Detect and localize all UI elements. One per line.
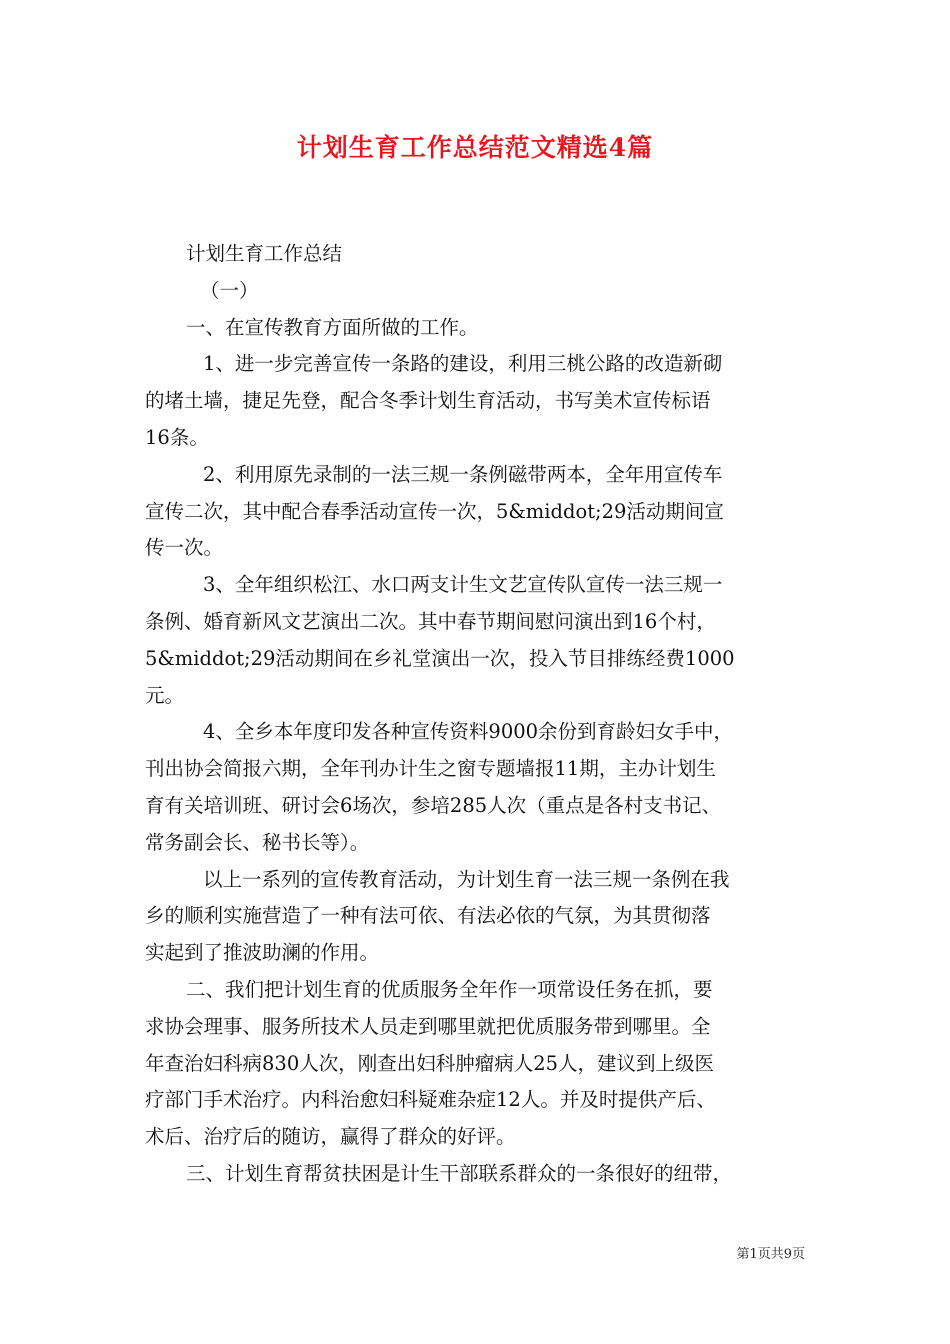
paragraph-line: 5&middot;29活动期间在乡礼堂演出一次，投入节目排练经费1000 bbox=[145, 646, 735, 670]
paragraph-line: 的堵土墙，捷足先登，配合冬季计划生育活动，书写美术宣传标语 bbox=[145, 389, 711, 413]
paragraph-line: 疗部门手术治疗。内科治愈妇科疑难杂症12人。并及时提供产后、 bbox=[145, 1088, 716, 1112]
paragraph-line: 求协会理事、服务所技术人员走到哪里就把优质服务带到哪里。全 bbox=[145, 1014, 711, 1038]
paragraph-line: 育有关培训班、研讨会6场次，参培285人次（重点是各村支书记、 bbox=[145, 793, 722, 817]
paragraph-line: 3、全年组织松江、水口两支计生文艺宣传队宣传一法三规一 bbox=[203, 573, 723, 597]
paragraph-line: 常务副会长、秘书长等）。 bbox=[145, 830, 370, 854]
paragraph-line: 以上一系列的宣传教育活动，为计划生育一法三规一条例在我 bbox=[203, 867, 730, 891]
document-body bbox=[145, 236, 825, 1193]
paragraph-line: 2、利用原先录制的一法三规一条例磁带两本，全年用宣传车 bbox=[203, 462, 723, 486]
paragraph-line: 1、进一步完善宣传一条路的建设，利用三桃公路的改造新砌 bbox=[203, 352, 723, 376]
paragraph-line: 二、我们把计划生育的优质服务全年作一项常设任务在抓，要 bbox=[186, 977, 713, 1001]
paragraph-line: 三、计划生育帮贫扶困是计生干部联系群众的一条很好的纽带， bbox=[186, 1161, 733, 1185]
section-number: （一） bbox=[200, 278, 259, 302]
paragraph-line: 宣传二次，其中配合春季活动宣传一次，5&middot;29活动期间宣 bbox=[145, 499, 724, 523]
paragraph-heading: 一、在宣传教育方面所做的工作。 bbox=[186, 315, 479, 339]
paragraph-line: 乡的顺利实施营造了一种有法可依、有法必依的气氛，为其贯彻落 bbox=[145, 904, 711, 928]
paragraph-line: 术后、治疗后的随访，赢得了群众的好评。 bbox=[145, 1125, 516, 1149]
paragraph-line: 16条。 bbox=[145, 425, 209, 449]
paragraph-line: 年查治妇科病830人次，刚查出妇科肿瘤病人25人，建议到上级医 bbox=[145, 1051, 715, 1075]
paragraph-line: 传一次。 bbox=[145, 536, 224, 560]
paragraph-line: 元。 bbox=[145, 683, 185, 707]
page-number: 第1页共9页 bbox=[736, 1247, 805, 1262]
paragraph-line: 条例、婚育新风文艺演出二次。其中春节期间慰问演出到16个村， bbox=[145, 609, 716, 633]
paragraph-line: 刊出协会简报六期，全年刊办计生之窗专题墙报11期，主办计划生 bbox=[145, 757, 716, 781]
paragraph-line: 4、全乡本年度印发各种宣传资料9000余份到育龄妇女手中， bbox=[203, 720, 734, 744]
document-title: 计划生育工作总结范文精选4篇 bbox=[296, 133, 654, 162]
section-heading: 计划生育工作总结 bbox=[186, 242, 343, 265]
paragraph-line: 实起到了推波助澜的作用。 bbox=[145, 941, 380, 965]
